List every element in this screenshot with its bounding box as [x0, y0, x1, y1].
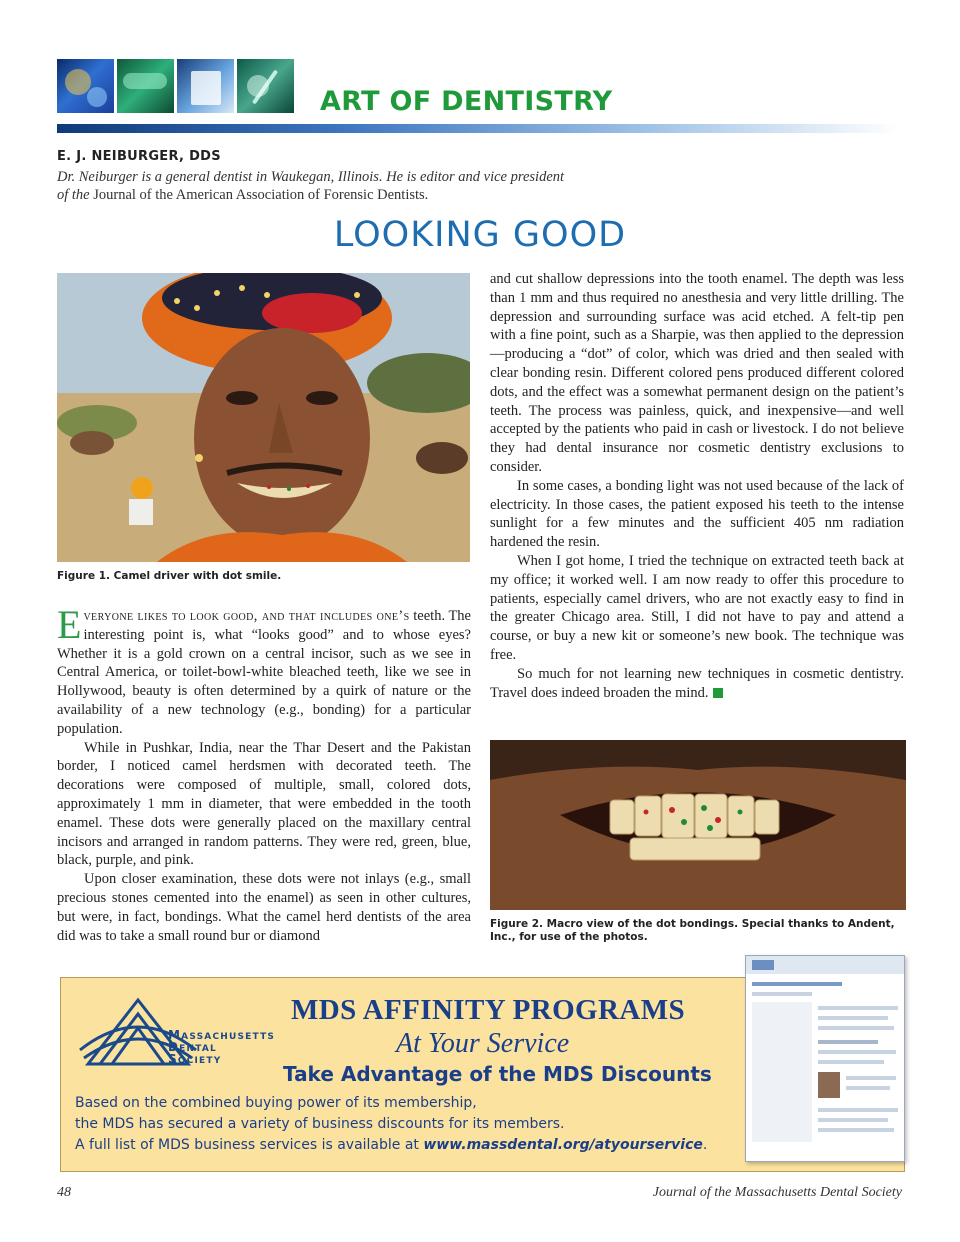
ad-body-prefix: A full list of MDS business services is available at	[75, 1137, 419, 1153]
figure-2-caption: Figure 2. Macro view of the dot bondings. Special thanks to Andent, Inc., for use of the photos.	[490, 918, 895, 943]
paragraph-6: When I got home, I tried the technique on extracted teeth back at my office; it worked well. I am now ready to offer this procedure to patients, especially camel drivers, who are not exactly easy to find in the greater Chicago area. Still, I did not have to pay and attend a course, or buy a new kit or someone’s new book. The technique was free.	[490, 552, 904, 663]
paragraph-7-text: So much for not learning new techniques in cosmetic dentistry. Travel does indeed broaden the mind.	[490, 665, 904, 701]
screenshot-logo-icon	[752, 960, 774, 970]
teeth-macro-illustration	[490, 740, 906, 910]
figure-1-caption: Figure 1. Camel driver with dot smile.	[57, 570, 282, 582]
dental-tools-photo	[57, 59, 114, 113]
ad-heading: MDS AFFINITY PROGRAMS	[291, 994, 685, 1026]
ad-body-line-3	[75, 1135, 707, 1156]
author-bio-journal: Journal of the American Association of Forensic Dentists.	[93, 187, 429, 203]
screenshot-line	[752, 982, 842, 986]
paragraph-4: and cut shallow depressions into the tooth enamel. The depth was less than 1 mm and thus required no anesthesia and very little drilling. The depression and surrounding surface was acid etched. A felt-tip pen with a fine point, such as a Sharpie, was then applied to the depression—producing a “dot” of color, which was dried and then sealed with clear bonding resin. Different colored pens produced different colored dots, and the effect was a somewhat permanent design on the patient’s teeth. The process was painless, quick, and inexpensive—and well accepted by the patients who paid in cash or livestock. I do not believe they had dental insurance nor cosmetic dentistry exclusions to consider.	[490, 271, 904, 475]
author-bio	[57, 168, 577, 204]
header-thumbnails	[57, 59, 294, 113]
screenshot-line	[846, 1086, 890, 1090]
article-column-2	[490, 270, 904, 702]
screenshot-photo	[818, 1072, 840, 1098]
lead-smallcaps: veryone likes to look good, and that includes one’s	[83, 608, 410, 624]
logo-line-3: OCIETY	[177, 1056, 222, 1066]
dental-paper-photo	[177, 59, 234, 113]
screenshot-line	[818, 1118, 888, 1122]
logo-initial-d: D	[168, 1040, 180, 1054]
paragraph-1-text: teeth. The interesting point is, what “looks good” and to whose eyes? Whether it is a gold crown on a central incisor, such as we see in Central America, or toilet-bowl-white bleached teeth, like we see in Hollywood, beauty is often determined by a quirk of nature or the availability of a new technology (e.g., bonding) for a particular population.	[57, 608, 471, 737]
screenshot-line	[818, 1016, 888, 1020]
paragraph-1	[57, 602, 471, 739]
screenshot-sidebar	[752, 1002, 812, 1142]
ad-body-line-1: Based on the combined buying power of its membership,	[75, 1095, 477, 1111]
screenshot-line	[818, 1040, 878, 1044]
dropcap: E	[57, 602, 82, 647]
ad-url-link[interactable]: www.massdental.org/atyourservice	[423, 1137, 703, 1153]
author-bio-text: Dr. Neiburger is a general dentist in Waukegan, Illinois. He is editor and vice president of the	[57, 169, 565, 203]
dental-xray-photo	[117, 59, 174, 113]
logo-line-1: ASSACHUSETTS	[181, 1032, 276, 1042]
screenshot-line	[818, 1006, 898, 1010]
screenshot-line	[818, 1060, 884, 1064]
mds-logo-text	[168, 1030, 275, 1066]
header-rule	[57, 124, 900, 133]
section-title: ART OF DENTISTRY	[320, 86, 613, 117]
figure-2-photo	[490, 740, 906, 910]
article-title: LOOKING GOOD	[333, 215, 627, 255]
website-screenshot	[745, 955, 905, 1162]
ad-subheading: At Your Service	[396, 1028, 570, 1059]
screenshot-line	[846, 1076, 896, 1080]
screenshot-line	[818, 1026, 894, 1030]
journal-name: Journal of the Massachusetts Dental Society	[652, 1185, 902, 1200]
logo-initial-m: M	[168, 1028, 182, 1042]
camel-driver-illustration	[57, 273, 470, 562]
ad-body	[75, 1093, 707, 1156]
paragraph-7	[490, 665, 904, 703]
logo-initial-s: S	[168, 1052, 178, 1066]
ad-tagline: Take Advantage of the MDS Discounts	[283, 1062, 712, 1086]
author-name: E. J. NEIBURGER, DDS	[57, 149, 221, 164]
end-mark-icon	[713, 688, 723, 698]
figure-1-photo	[57, 273, 470, 562]
paragraph-2: While in Pushkar, India, near the Thar Desert and the Pakistan border, I noticed camel herdsmen with decorated teeth. The decorations were composed of multiple, small, colored dots, approximately 1 mm in diameter, that were embedded in the tooth enamel. These dots were generally placed on the maxillary central incisors and arranged in random patterns. They were red, green, blue, black, purple, and pink.	[57, 739, 471, 869]
screenshot-line	[752, 992, 812, 996]
page-number: 48	[57, 1185, 71, 1200]
ad-body-line-2: the MDS has secured a variety of business discounts for its members.	[75, 1116, 565, 1132]
paragraph-5: In some cases, a bonding light was not used because of the lack of electricity. In those cases, the patient exposed his teeth to the intense sunlight for a few minutes and the sufficient 405 nm radiation hardened the resin.	[490, 477, 904, 551]
article-column-1	[57, 602, 471, 945]
ad-body-suffix: .	[702, 1137, 708, 1153]
screenshot-line	[818, 1108, 898, 1112]
screenshot-line	[818, 1050, 896, 1054]
logo-line-2: ENTAL	[179, 1044, 217, 1054]
screenshot-line	[818, 1128, 894, 1132]
paragraph-3: Upon closer examination, these dots were not inlays (e.g., small precious stones cemented into the enamel) as seen in other cultures, but were, in fact, bondings. What the camel herd dentists of the area did was to take a small round bur or diamond	[57, 871, 471, 944]
dental-mirror-photo	[237, 59, 294, 113]
